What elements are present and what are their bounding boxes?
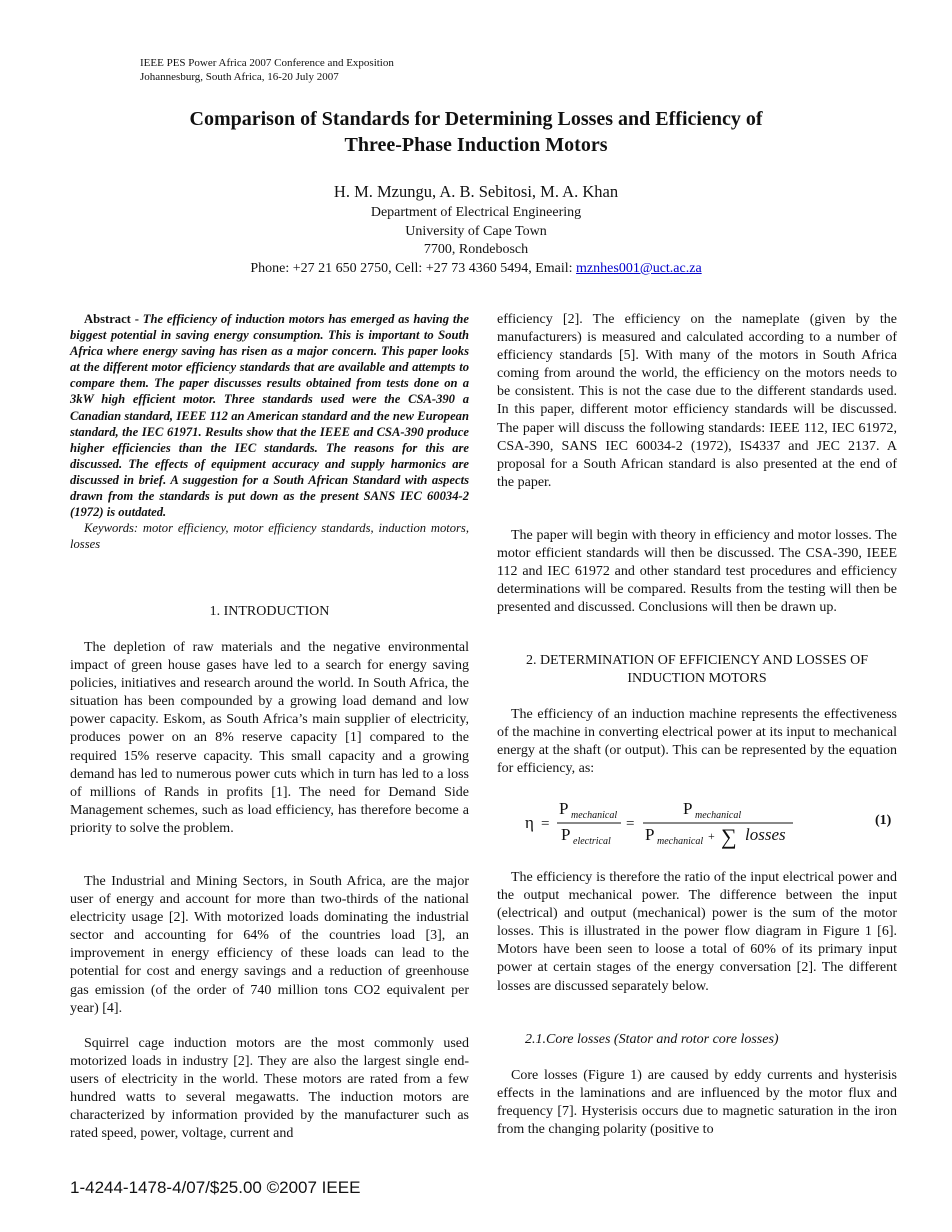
- section-2-paragraph-1: [497, 706, 897, 778]
- paragraph-text: Squirrel cage induction motors are the most commonly used motorized loads in industry [2]. They are also the largest single end-users of electricity in the world. These motors are rated from a few hundred watts to several megawatts. The induction motors are characterized by information provided by the manufacturer such as rated speed, power, voltage, current and: [70, 1036, 469, 1142]
- paragraph-text: efficiency [2]. The efficiency on the nameplate (given by the manufacturers) is measured and calculated according to a number of efficiency standards [5]. With many of the motors in South Africa coming from around the world, the efficiency on the motors needs to be consistent. This is not the case due to the different standards used. In this paper, different motor efficiency standards will be discussed. The paper will discuss the following standards: IEEE 112, IEC 61972, CSA-390, SANS IEC 60034-2 (1972), IS4337 and JEC 2137. A proposal for a South African standard is also presented at the end of the paper.: [497, 312, 897, 490]
- conference-line-1: IEEE PES Power Africa 2007 Conference and Exposition: [140, 57, 394, 69]
- section-2-line-1: 2. DETERMINATION OF EFFICIENCY AND LOSSES OF: [525, 653, 869, 668]
- abstract-separator: -: [130, 312, 143, 326]
- paragraph-text: The efficiency is therefore the ratio of the input electrical power and the output mechanical power. The difference between the input (electrical) and output (mechanical) power is the sum of the motor losses. This is illustrated in the power flow diagram in Figure 1 [6]. Motors have been seen to loose a total of 60% of its primary input power at certain stages of the energy conversation [2]. The different losses are discussed separately below.: [497, 870, 897, 994]
- numerator-sub-mechanical: mechanical: [571, 810, 618, 821]
- numerator-sub-mechanical-2: mechanical: [695, 810, 742, 821]
- keywords: Keywords: motor efficiency, motor efficiency standards, induction motors, losses: [70, 521, 469, 552]
- contact-line: [0, 260, 952, 279]
- sigma-symbol: ∑: [721, 824, 737, 849]
- efficiency-equation: [497, 792, 897, 852]
- losses-term: losses: [745, 825, 786, 844]
- section-heading-2: [497, 652, 897, 688]
- intro-paragraph-1: [70, 639, 469, 838]
- equals-sign-2: =: [626, 816, 635, 832]
- abstract-block: [70, 311, 469, 552]
- paragraph-text: The paper will begin with theory in efficiency and motor losses. The motor efficient standards will then be discussed. The CSA-390, IEEE 112 and IEC 61972 and other standard test procedures and efficiency determinations will be compared. Results from the testing will then be presented and discussed. Conclusions will then be drawn up.: [497, 528, 897, 616]
- authors: H. M. Mzungu, A. B. Sebitosi, M. A. Khan: [333, 182, 619, 201]
- section-heading-introduction: 1. INTRODUCTION: [209, 604, 330, 619]
- conference-header: [140, 56, 394, 84]
- eta-symbol: η: [525, 813, 534, 832]
- subsection-2-1-heading: 2.1.Core losses (Stator and rotor core losses): [525, 1032, 779, 1047]
- section-2-line-2: INDUCTION MOTORS: [627, 671, 767, 687]
- contact-prefix: Phone: +27 21 650 2750, Cell: +27 73 4360 5494, Email:: [250, 260, 577, 276]
- equals-sign-1: =: [541, 816, 550, 832]
- intro-paragraph-3: [70, 1035, 469, 1144]
- department: Department of Electrical Engineering: [370, 205, 582, 220]
- paragraph-text: The depletion of raw materials and the negative environmental impact of green house gases have led to a search for energy saving policies, initiatives and research around the world. In South Africa, the situation has been compounded by a growing load demand and low power capacity. Eskom, as South Africa’s main supplier of electricity, produces power on an 8% reserve capacity [1] compared to the required 15% reserve capacity. This small capacity and a growing demand has led to numerous power cuts which in turn has led to a loss of millions of Rands in profits [1]. The need for Demand Side Management schemes, such as load efficiency, has therefore become a priority to solve the problem.: [70, 640, 469, 836]
- section-2-paragraph-2: [497, 869, 897, 996]
- equation-svg: [497, 792, 897, 852]
- paragraph-text: The Industrial and Mining Sectors, in South Africa, are the major user of energy and account for more than two-thirds of the national electricity usage [2]. With motorized loads dominating the industrial sector and accounting for 64% of the countries load [3], an improvement in energy efficiency of these loads can lead to the potential for cost and energy savings and a reduction of greenhouse gas emission (of the order of 740 million tons CO2 equivalent per year) [4].: [70, 874, 469, 1016]
- title-line-1: Comparison of Standards for Determining Losses and Efficiency of: [189, 108, 763, 130]
- right-paragraph-1: [497, 311, 897, 492]
- university: University of Cape Town: [405, 223, 547, 239]
- abstract: [70, 311, 469, 520]
- intro-paragraph-2: [70, 873, 469, 1018]
- denominator-p-2: P: [645, 825, 655, 844]
- email-link[interactable]: mznhes001@uct.ac.za: [576, 260, 702, 276]
- plus-sign: +: [708, 829, 715, 843]
- abstract-text: The efficiency of induction motors has emerged as having the biggest potential in saving energy consumption. This is important to South Africa where energy saving has risen as a major concern. This paper looks at the different motor efficiency standards that are available and attempts to compare them. The paper discusses results obtained from tests done on a 3kW high efficient motor. Three standards used were the CSA-390 a Canadian standard, IEEE 112 an American standard and the new European standard, the IEC 61971. Results show that the IEEE and CSA-390 produce higher efficiencies than the IEC standards. The reasons for this are discussed. The effects of equipment accuracy and supply harmonics are discussed in brief. A suggestion for a South African Standard with aspects drawn from the standards is put down as the present SANS IEC 60034-2 (1972) is outdated.: [70, 312, 469, 520]
- abstract-label: Abstract: [84, 312, 131, 326]
- affiliation: [0, 204, 952, 278]
- numerator-p: P: [559, 799, 569, 818]
- copyright-footer: 1-4244-1478-4/07/$25.00 ©2007 IEEE: [70, 1178, 361, 1197]
- denominator-p: P: [561, 825, 571, 844]
- subsection-2-1-paragraph: [497, 1067, 897, 1139]
- city: 7700, Rondebosch: [423, 242, 529, 257]
- paragraph-text: Core losses (Figure 1) are caused by eddy currents and hysterisis effects in the laminations and are influenced by the motor flux and frequency [7]. Hysterisis occurs due to magnetic saturation in the iron from the changing polarity (positive to: [497, 1068, 897, 1138]
- conference-line-2: Johannesburg, South Africa, 16-20 July 2007: [140, 71, 339, 83]
- paper-title: [120, 106, 832, 158]
- right-paragraph-2: [497, 527, 897, 617]
- equation-number: (1): [875, 813, 892, 828]
- numerator-p-2: P: [683, 799, 693, 818]
- denominator-sub-mechanical: mechanical: [657, 836, 704, 847]
- title-line-2: Three-Phase Induction Motors: [344, 134, 608, 156]
- denominator-sub-electrical: electrical: [573, 836, 611, 847]
- paragraph-text: The efficiency of an induction machine represents the effectiveness of the machine in converting electrical power at its input to mechanical energy at the shaft (or output). This can be represented by the equation for efficiency, as:: [497, 707, 897, 777]
